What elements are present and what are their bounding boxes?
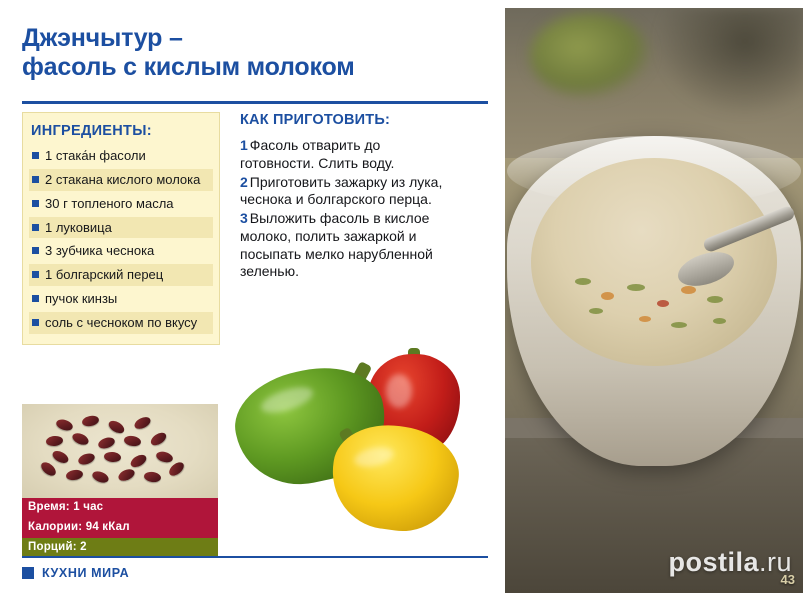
- soup-pepper-speck: [657, 300, 669, 307]
- square-bullet-icon: [32, 271, 39, 278]
- square-bullet-icon: [32, 224, 39, 231]
- bean: [91, 469, 111, 485]
- watermark: [668, 547, 792, 578]
- photo-blurred-greens: [530, 13, 650, 98]
- bean: [167, 460, 186, 479]
- page-title: [22, 24, 492, 83]
- pepper-highlight: [386, 374, 412, 408]
- ingredient-text: 1 луковица: [45, 219, 112, 235]
- watermark-domain: .ru: [758, 547, 792, 577]
- bean: [149, 430, 169, 448]
- bean: [39, 460, 58, 479]
- footer-label: КУХНИ МИРА: [42, 566, 130, 580]
- square-bullet-icon: [32, 319, 39, 326]
- bean: [107, 418, 127, 435]
- ingredients-list: [23, 145, 219, 344]
- bean: [65, 469, 83, 482]
- list-item: [29, 217, 213, 239]
- photo-blurred-dark: [655, 8, 803, 118]
- soup-herb-speck: [627, 284, 645, 291]
- bean: [77, 451, 96, 466]
- bean: [97, 436, 116, 451]
- step-text: Выложить фасоль в кислое молоко, полить зажаркой и посыпать мелко нарубленной зеленью.: [240, 210, 433, 280]
- portions-badge: Порций: 2: [22, 538, 218, 558]
- square-bullet-icon: [32, 200, 39, 207]
- list-item: [29, 288, 213, 310]
- ingredient-text: 30 г топленого масла: [45, 195, 174, 211]
- step-number: 1: [240, 137, 248, 153]
- square-bullet-icon: [32, 295, 39, 302]
- footer: [22, 566, 129, 580]
- footer-divider: [22, 556, 488, 558]
- step-number: 3: [240, 210, 248, 227]
- square-bullet-icon: [32, 152, 39, 159]
- bean: [123, 435, 141, 448]
- bean: [155, 450, 174, 464]
- bean: [46, 435, 64, 447]
- bean: [104, 451, 122, 463]
- ingredient-text: пучок кинзы: [45, 291, 118, 307]
- title-line-2: фасоль с кислым молоком: [22, 53, 355, 82]
- soup-surface: [531, 158, 777, 366]
- bean: [143, 471, 161, 483]
- dish-photo: [505, 8, 803, 593]
- square-bullet-icon: [32, 176, 39, 183]
- soup-herb-speck: [713, 318, 726, 324]
- bean: [81, 414, 100, 427]
- watermark-name: postila: [668, 547, 759, 577]
- square-bullet-icon: [22, 567, 34, 579]
- soup-herb-speck: [707, 296, 723, 303]
- step-number: 2: [240, 173, 248, 190]
- ingredients-heading: ИНГРЕДИЕНТЫ:: [31, 123, 152, 139]
- calories-badge: Калории: 94 кКал: [22, 518, 218, 538]
- list-item: [29, 264, 213, 286]
- list-item: [29, 169, 213, 191]
- bean: [51, 449, 71, 466]
- soup-herb-speck: [575, 278, 591, 285]
- page-number: 43: [780, 572, 795, 587]
- method-heading: КАК ПРИГОТОВИТЬ:: [240, 112, 390, 128]
- method-section: [240, 112, 458, 282]
- title-divider: [22, 101, 488, 104]
- bean: [71, 431, 91, 447]
- ingredient-text: 2 стакана кислого молока: [45, 171, 201, 187]
- title-line-1: Джэнчытур –: [22, 24, 183, 52]
- method-step: [240, 210, 458, 281]
- list-item: [29, 193, 213, 215]
- list-item: [29, 145, 213, 167]
- ingredient-text: соль с чесноком по вкусу: [45, 315, 198, 331]
- soup-carrot-speck: [601, 292, 614, 300]
- bean: [117, 467, 137, 483]
- ingredients-panel: [22, 112, 220, 345]
- method-step: [240, 137, 458, 173]
- ingredient-text: 1 болгарский перец: [45, 267, 164, 283]
- method-step: [240, 174, 458, 210]
- step-text: Фасоль отварить до готовности. Слить воду.: [240, 137, 395, 171]
- ingredient-text: 1 стака́н фасоли: [45, 148, 146, 163]
- time-badge: Время: 1 час: [22, 498, 218, 518]
- bean: [55, 418, 74, 433]
- beans-photo: [22, 404, 218, 498]
- ingredient-text: 3 зубчика чеснока: [45, 243, 155, 259]
- soup-carrot-speck: [681, 286, 696, 294]
- recipe-info-bars: [22, 498, 218, 558]
- square-bullet-icon: [32, 247, 39, 254]
- soup-herb-speck: [671, 322, 687, 328]
- step-text: Приготовить зажарку из лука, чеснока и болгарского перца.: [240, 173, 443, 208]
- peppers-photo: [236, 348, 496, 548]
- list-item: [29, 240, 213, 262]
- list-item: [29, 312, 213, 334]
- bean: [133, 415, 153, 431]
- bean: [129, 452, 149, 469]
- soup-herb-speck: [589, 308, 603, 314]
- soup-carrot-speck: [639, 316, 651, 322]
